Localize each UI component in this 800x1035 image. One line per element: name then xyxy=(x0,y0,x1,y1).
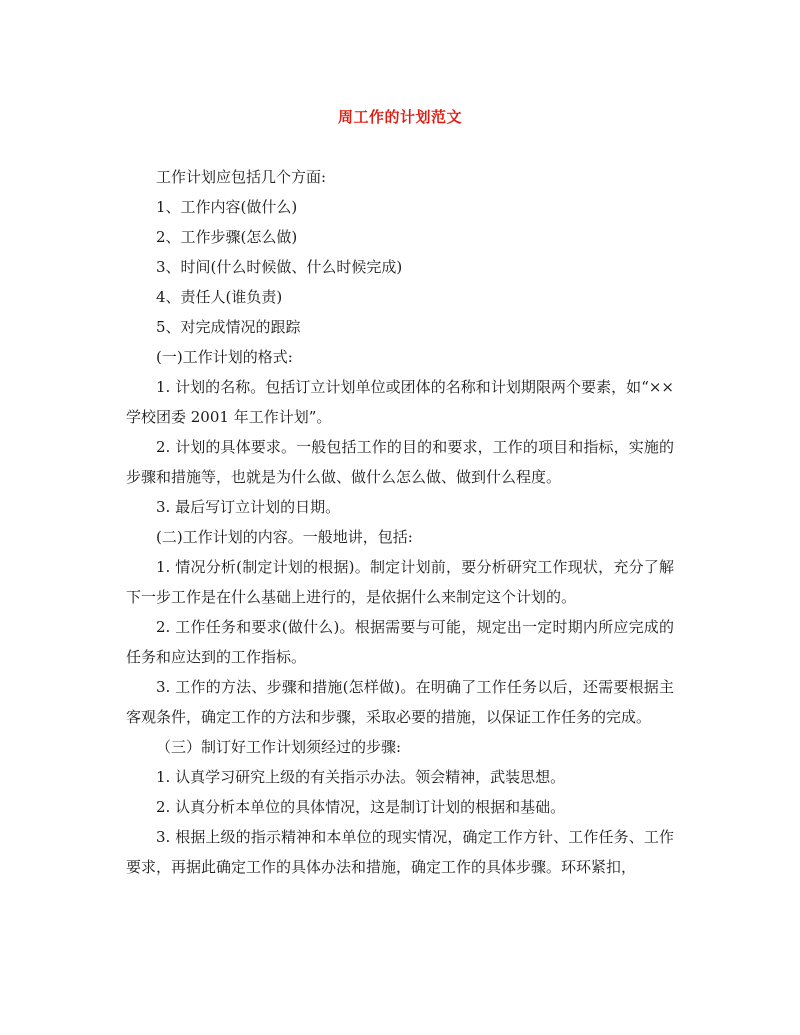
paragraph: 2. 计划的具体要求。一般包括工作的目的和要求，工作的项目和指标，实施的步骤和措施等，也就是为什么做、做什么怎么做、做到什么程度。 xyxy=(126,438,674,486)
paragraph: 1、工作内容(做什么) xyxy=(156,198,298,216)
paragraph: 3. 最后写订立计划的日期。 xyxy=(156,498,341,516)
paragraph: 2、工作步骤(怎么做) xyxy=(156,228,298,246)
section-heading: （三）制订好工作计划须经过的步骤: xyxy=(156,738,402,756)
paragraph: 2. 工作任务和要求(做什么)。根据需要与可能，规定出一定时期内所应完成的任务和应达到的工作指标。 xyxy=(126,618,674,666)
document-body xyxy=(126,162,674,882)
section-heading: (一)工作计划的格式: xyxy=(156,348,293,366)
paragraph: 1. 计划的名称。包括订立计划单位或团体的名称和计划期限两个要素，如“××学校团委 2001 年工作计划”。 xyxy=(126,378,674,426)
paragraph: 3. 根据上级的指示精神和本单位的现实情况，确定工作方针、工作任务、工作要求，再据此确定工作的具体办法和措施，确定工作的具体步骤。环环紧扣， xyxy=(126,828,674,876)
paragraph: 工作计划应包括几个方面: xyxy=(156,168,327,186)
paragraph: 3. 工作的方法、步骤和措施(怎样做)。在明确了工作任务以后，还需要根据主客观条件，确定工作的方法和步骤，采取必要的措施，以保证工作任务的完成。 xyxy=(126,678,674,726)
paragraph: 3、时间(什么时候做、什么时候完成) xyxy=(156,258,403,276)
paragraph: 1. 情况分析(制定计划的根据)。制定计划前，要分析研究工作现状，充分了解下一步工作是在什么基础上进行的，是依据什么来制定这个计划的。 xyxy=(126,558,674,606)
paragraph: 4、责任人(谁负责) xyxy=(156,288,283,306)
section-heading: (二)工作计划的内容。一般地讲，包括: xyxy=(156,528,413,546)
paragraph: 5、对完成情况的跟踪 xyxy=(156,318,301,336)
paragraph: 1. 认真学习研究上级的有关指示办法。领会精神，武装思想。 xyxy=(156,768,566,786)
document-title: 周工作的计划范文 xyxy=(337,108,462,126)
paragraph: 2. 认真分析本单位的具体情况，这是制订计划的根据和基础。 xyxy=(156,798,566,816)
